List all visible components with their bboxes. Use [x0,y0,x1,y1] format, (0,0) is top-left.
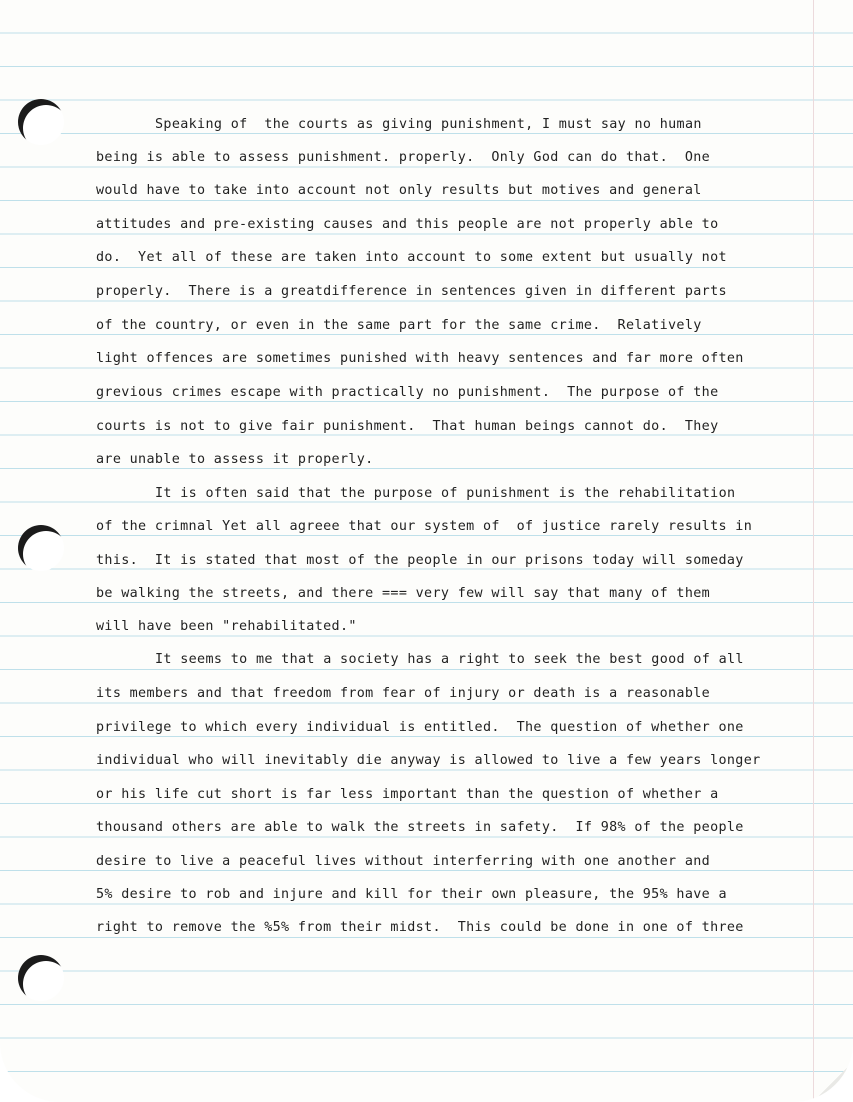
paragraph-1-line-1: Speaking of the courts as giving punishment, I must say no human [155,117,702,132]
paragraph-1-line-9: grevious crimes escape with practically no punishment. The purpose of the [96,385,719,400]
paragraph-2-line-4: be walking the streets, and there === very few will say that many of them [96,586,711,601]
paragraph-1-line-4: attitudes and pre-existing causes and this people are not properly able to [96,217,719,232]
paragraph-1-line-2: being is able to assess punishment. properly. Only God can do that. One [96,150,711,165]
paragraph-3-line-2: its members and that freedom from fear of injury or death is a reasonable [96,686,711,701]
paragraph-3-line-1: It seems to me that a society has a right to seek the best good of all [155,652,744,667]
paragraph-3-line-7: desire to live a peaceful lives without interferring with one another and [96,854,711,869]
paragraph-3-line-3: privilege to which every individual is entitled. The question of whether one [96,720,744,735]
paragraph-2-line-5: will have been "rehabilitated." [96,619,357,634]
paragraph-1-line-3: would have to take into account not only results but motives and general [96,183,702,198]
paragraph-3-line-5: or his life cut short is far less important than the question of whether a [96,787,719,802]
page-corner [813,1062,853,1102]
paragraph-2-line-1: It is often said that the purpose of punishment is the rehabilitation [155,486,736,501]
paragraph-3-line-9: right to remove the %5% from their midst. This could be done in one of three [96,920,744,935]
paragraph-2-line-3: this. It is stated that most of the people in our prisons today will someday [96,553,744,568]
paragraph-3-line-8: 5% desire to rob and injure and kill for their own pleasure, the 95% have a [96,887,727,902]
paragraph-1-line-6: properly. There is a greatdifference in sentences given in different parts [96,284,727,299]
paragraph-1-line-11: are unable to assess it properly. [96,452,374,467]
paragraph-3-line-6: thousand others are able to walk the streets in safety. If 98% of the people [96,820,744,835]
paragraph-1-line-8: light offences are sometimes punished with heavy sentences and far more often [96,351,744,366]
paragraph-3-line-4: individual who will inevitably die anyway is allowed to live a few years longer [96,753,761,768]
paragraph-1-line-10: courts is not to give fair punishment. That human beings cannot do. They [96,419,719,434]
paragraph-2-line-2: of the crimnal Yet all agreee that our system of of justice rarely results in [96,519,753,534]
paragraph-1-line-5: do. Yet all of these are taken into account to some extent but usually not [96,250,727,265]
paragraph-1-line-7: of the country, or even in the same part for the same crime. Relatively [96,318,702,333]
